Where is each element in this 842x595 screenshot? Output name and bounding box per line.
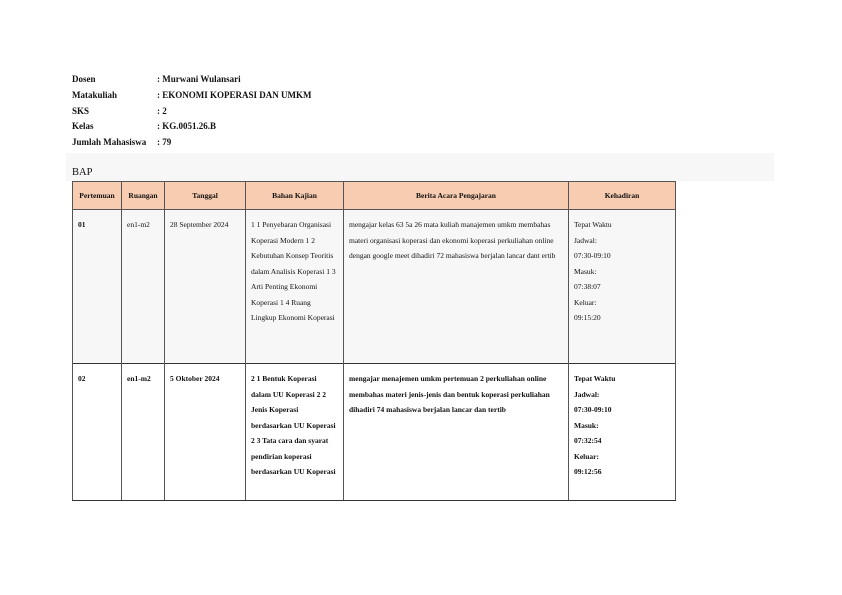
kehadiran-keluar-label: Keluar: (574, 451, 599, 461)
header-ruangan: Ruangan (122, 182, 165, 210)
bap-band (66, 153, 774, 181)
cell-tanggal: 28 September 2024 (165, 210, 246, 364)
cell-tanggal: 5 Oktober 2024 (165, 364, 246, 501)
info-row-kelas (72, 119, 312, 135)
kehadiran-masuk-value: 07:32:54 (574, 436, 602, 445)
cell-pertemuan: 02 (73, 364, 122, 501)
cell-pertemuan (73, 210, 122, 364)
header-berita-acara: Berita Acara Pengajaran (344, 182, 569, 210)
matakuliah-label: Matakuliah (72, 89, 118, 100)
cell-kehadiran (569, 210, 676, 364)
kehadiran-keluar-value: 09:12:56 (574, 467, 602, 476)
info-row-sks (72, 104, 312, 120)
matakuliah-value: : EKONOMI KOPERASI DAN UMKM (157, 89, 312, 100)
pertemuan-value: 01 (78, 220, 86, 229)
cell-berita-acara: mengajar kelas 63 5a 26 mata kuliah manajemen umkm membahas materi organisasi koperasi dan ekonomi koperasi perkuliahan online dengan google meet dihadiri 72 mahasiswa berjalan lancar dant ertib (344, 210, 569, 364)
bap-title: BAP (72, 167, 93, 178)
kehadiran-keluar-value: 09:15:20 (574, 313, 601, 322)
kelas-label: Kelas (72, 121, 94, 132)
kehadiran-jadwal-value: 07:30-09:10 (574, 251, 611, 260)
sks-value: : 2 (157, 105, 167, 116)
cell-kehadiran (569, 364, 676, 501)
info-row-dosen (72, 72, 312, 88)
kehadiran-jadwal-value: 07:30-09:10 (574, 405, 612, 414)
cell-ruangan: en1-m2 (122, 210, 165, 364)
kehadiran-jadwal-label: Jadwal: (574, 235, 597, 245)
kehadiran-masuk-label: Masuk: (574, 420, 599, 430)
table-header-row (73, 182, 676, 210)
bap-table (72, 181, 676, 501)
kehadiran-jadwal-label: Jadwal: (574, 389, 600, 399)
cell-ruangan: en1-m2 (122, 364, 165, 501)
course-info (72, 72, 312, 151)
table-row (73, 210, 676, 364)
info-row-jumlah (72, 135, 312, 151)
kehadiran-masuk-label: Masuk: (574, 266, 597, 276)
kehadiran-masuk-value: 07:38:07 (574, 282, 601, 291)
jumlah-label: Jumlah Mahasiswa (72, 137, 147, 148)
sks-label: SKS (72, 105, 90, 116)
header-kehadiran: Kehadiran (569, 182, 676, 210)
cell-bahan-kajian: 2 1 Bentuk Koperasi dalam UU Koperasi 2 2 Jenis Koperasi berdasarkan UU Koperasi 2 3 Tata cara dan syarat pendirian koperasi berdasarkan UU Koperasi (246, 364, 344, 501)
kehadiran-status: Tepat Waktu (574, 374, 616, 383)
cell-berita-acara: mengajar menajemen umkm pertemuan 2 perkuliahan online membahas materi jenis-jenis dan bentuk koperasi perkuliahan dihadiri 74 mahasiswa berjalan lancar dan tertib (344, 364, 569, 501)
dosen-label: Dosen (72, 74, 96, 84)
table-row (73, 364, 676, 501)
header-pertemuan: Pertemuan (73, 182, 122, 210)
dosen-value: : Murwani Wulansari (157, 74, 241, 84)
kelas-value: : KG.0051.26.B (157, 121, 217, 132)
info-row-matakuliah (72, 88, 312, 104)
kehadiran-keluar-label: Keluar: (574, 297, 597, 307)
header-tanggal: Tanggal (165, 182, 246, 210)
cell-bahan-kajian: 1 1 Penyebaran Organisasi Koperasi Modern 1 2 Kebutuhan Konsep Teoritis dalam Analisis Koperasi 1 3 Arti Penting Ekonomi Koperasi 1 4 Ruang Lingkup Ekonomi Koperasi (246, 210, 344, 364)
header-bahan-kajian: Bahan Kajian (246, 182, 344, 210)
kehadiran-status: Tepat Waktu (574, 220, 612, 229)
jumlah-value: : 79 (157, 137, 172, 148)
